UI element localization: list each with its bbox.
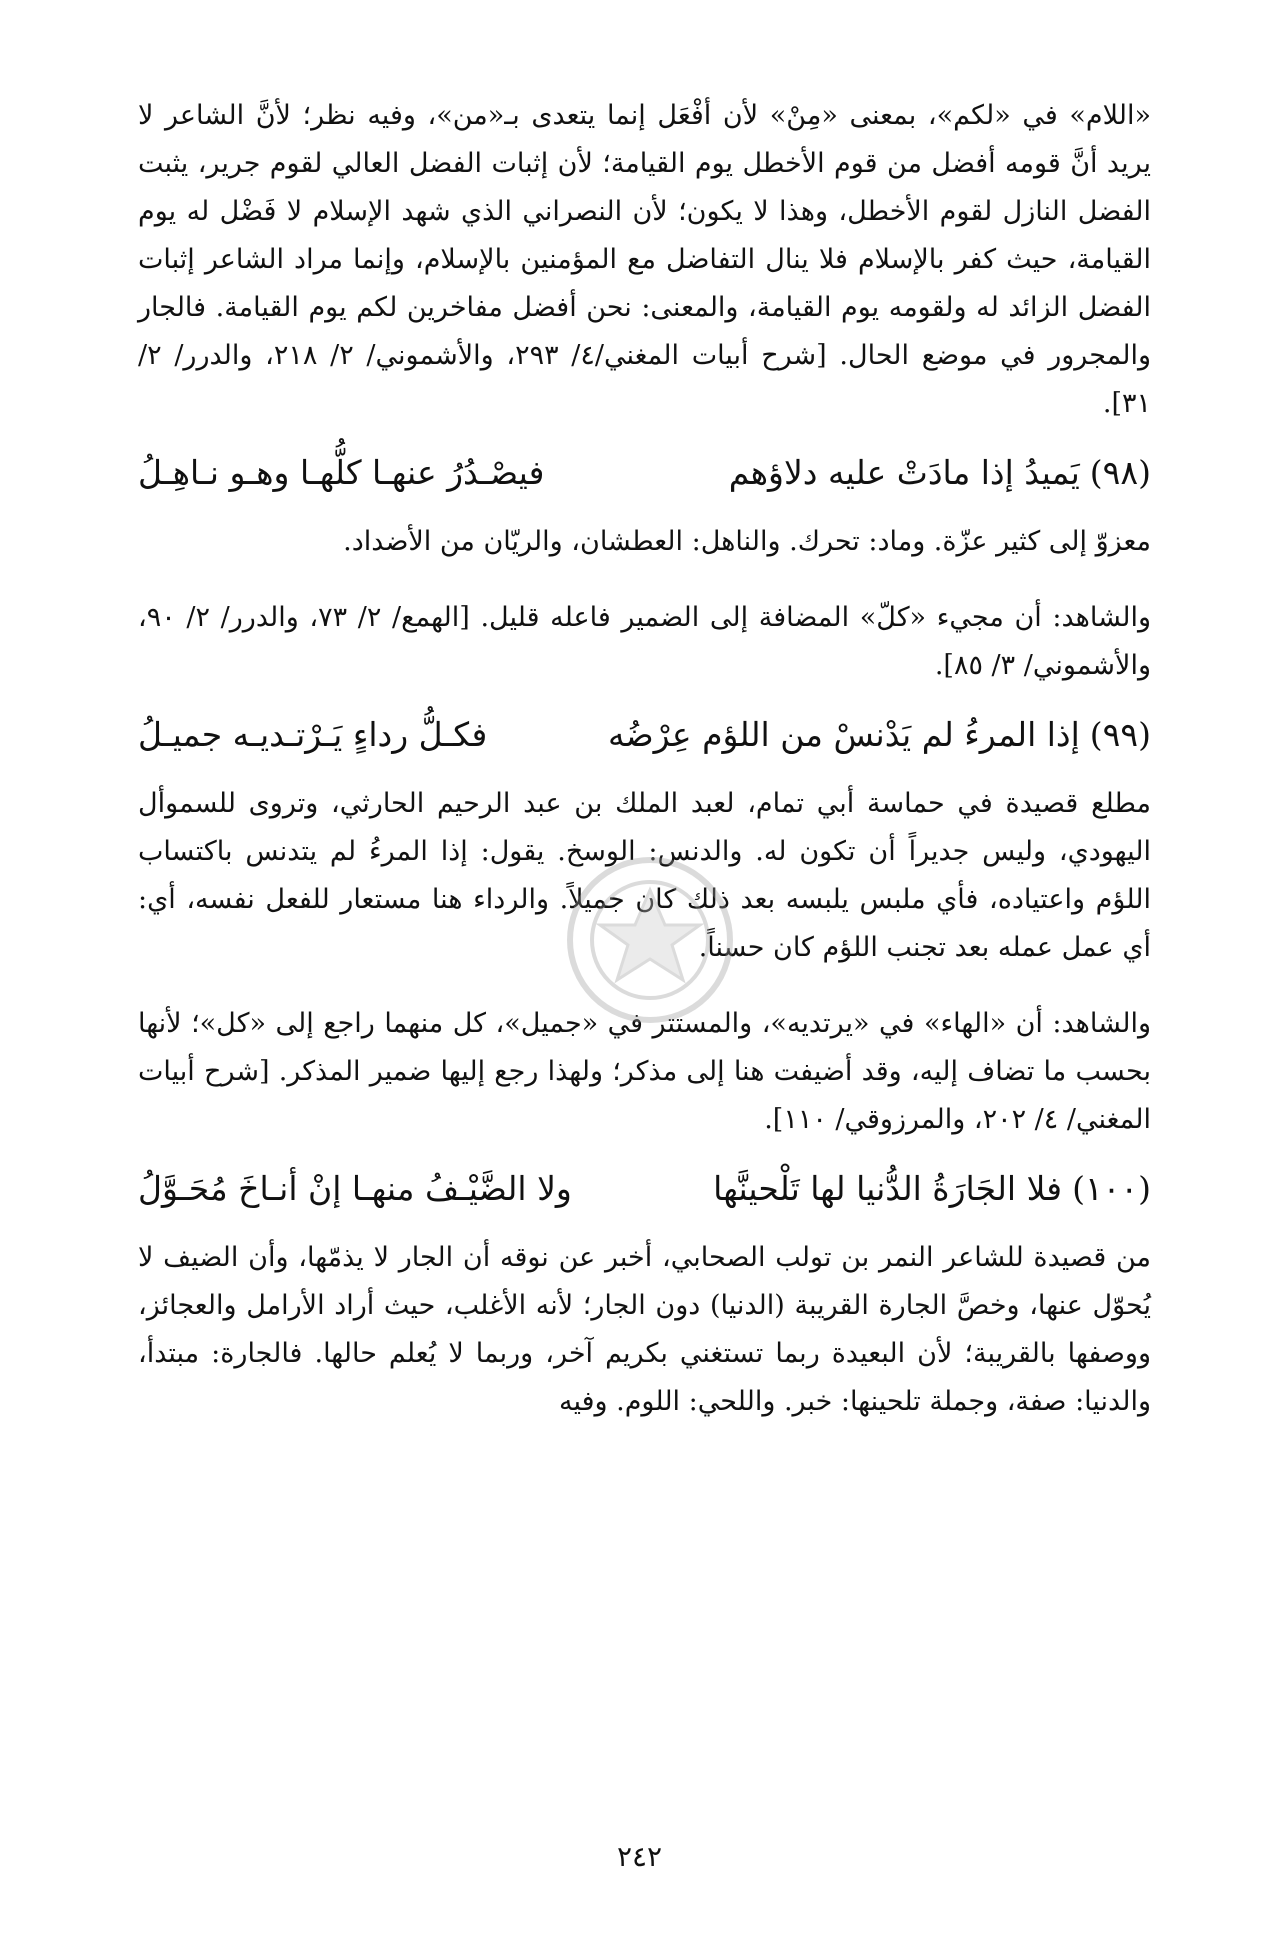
verse-98-first-hemistich: يَميدُ إذا مادَتْ عليه دلاؤهم	[728, 453, 1080, 492]
verse-98-second-hemistich: فيصْـدُرُ عنهـا كلُّهـا وهـو نـاهِـلُ	[137, 453, 545, 492]
verse-99-number: (٩٩)	[1089, 715, 1151, 754]
verse-100-first-hemistich: فلا الجَارَةُ الدُّنيا لها تَلْحينَّها	[713, 1169, 1063, 1208]
paragraph-3: والشاهد: أن مجيء «كلّ» المضافة إلى الضمير فاعله قليل. [الهمع/ ٢/ ٧٣، والدرر/ ٢/ ٩٠، والأشموني/ ٣/ ٨٥].	[138, 602, 1151, 681]
verse-98	[138, 448, 1151, 498]
page-number: ٢٤٢	[616, 1840, 663, 1873]
verse-100-second-hemistich: ولا الضَّيْـفُ منهـا إنْ أنـاخَ مُحَـوَّلُ	[138, 1169, 572, 1208]
paragraph-2: معزوّ إلى كثير عزّة. وماد: تحرك. والناهل: العطشان، والريّان من الأضداد.	[343, 526, 1151, 557]
paragraph-4: مطلع قصيدة في حماسة أبي تمام، لعبد الملك بن عبد الرحيم الحارثي، وتروى للسموأل اليهودي، وليس جديراً أن تكون له. والدنس: الوسخ. يقول: إذا المرءُ لم يتدنس باكتساب اللؤم واعتياده، فأي ملبس يلبسه بعد ذلك كان جميلاً. والرداء هنا مستعار للفعل نفسه، أي: أي عمل عمله بعد تجنب اللؤم كان حسناً.	[138, 788, 1151, 963]
verse-99-second-hemistich: فكـلُّ رداءٍ يَـرْتـديـه جميـلُ	[138, 715, 488, 754]
verse-99-first-hemistich: إذا المرءُ لم يَدْنسْ من اللؤم عِرْضُه	[607, 715, 1080, 754]
paragraph-6: من قصيدة للشاعر النمر بن تولب الصحابي، أخبر عن نوقه أن الجار لا يذمّها، وأن الضيف لا يُحوّل عنها، وخصَّ الجارة القريبة (الدنيا) دون الجار؛ لأنه الأغلب، حيث أراد الأرامل والعجائز، ووصفها بالقريبة؛ لأن البعيدة ربما تستغني بكريم آخر، وربما لا يُعلم حالها. فالجارة: مبتدأ، والدنيا: صفة، وجملة تلحينها: خبر. واللحي: اللوم. وفيه	[138, 1242, 1151, 1417]
paragraph-1: «اللام» في «لكم»، بمعنى «مِنْ» لأن أفْعَل إنما يتعدى بـ«من»، وفيه نظر؛ لأنَّ الشاعر لا يريد أنَّ قومه أفضل من قوم الأخطل يوم القيامة؛ لأن إثبات الفضل العالي لقوم جرير، يثبت الفضل النازل لقوم الأخطل، وهذا لا يكون؛ لأن النصراني الذي شهد الإسلام لا فَضْل له يوم القيامة، حيث كفر بالإسلام فلا ينال التفاضل مع المؤمنين بالإسلام، وإنما مراد الشاعر إثبات الفضل الزائد له ولقومه يوم القيامة، والمعنى: نحن أفضل مفاخرين لكم يوم القيامة. فالجار والمجرور في موضع الحال. [شرح أبيات المغني/٤/ ٢٩٣، والأشموني/ ٢/ ٢١٨، والدرر/ ٢/ ٣١].	[138, 100, 1151, 419]
paragraph-5: والشاهد: أن «الهاء» في «يرتديه»، والمستتر في «جميل»، كل منهما راجع إلى «كل»؛ لأنها بحسب ما تضاف إليه، وقد أضيفت هنا إلى مذكر؛ ولهذا رجع إليها ضمير المذكر. [شرح أبيات المغني/ ٤/ ٢٠٢، والمرزوقي/ ١١٠].	[138, 1008, 1151, 1135]
verse-100	[138, 1164, 1151, 1214]
verse-99	[138, 710, 1151, 760]
verse-100-number: (١٠٠)	[1072, 1169, 1151, 1208]
verse-98-number: (٩٨)	[1089, 453, 1151, 492]
